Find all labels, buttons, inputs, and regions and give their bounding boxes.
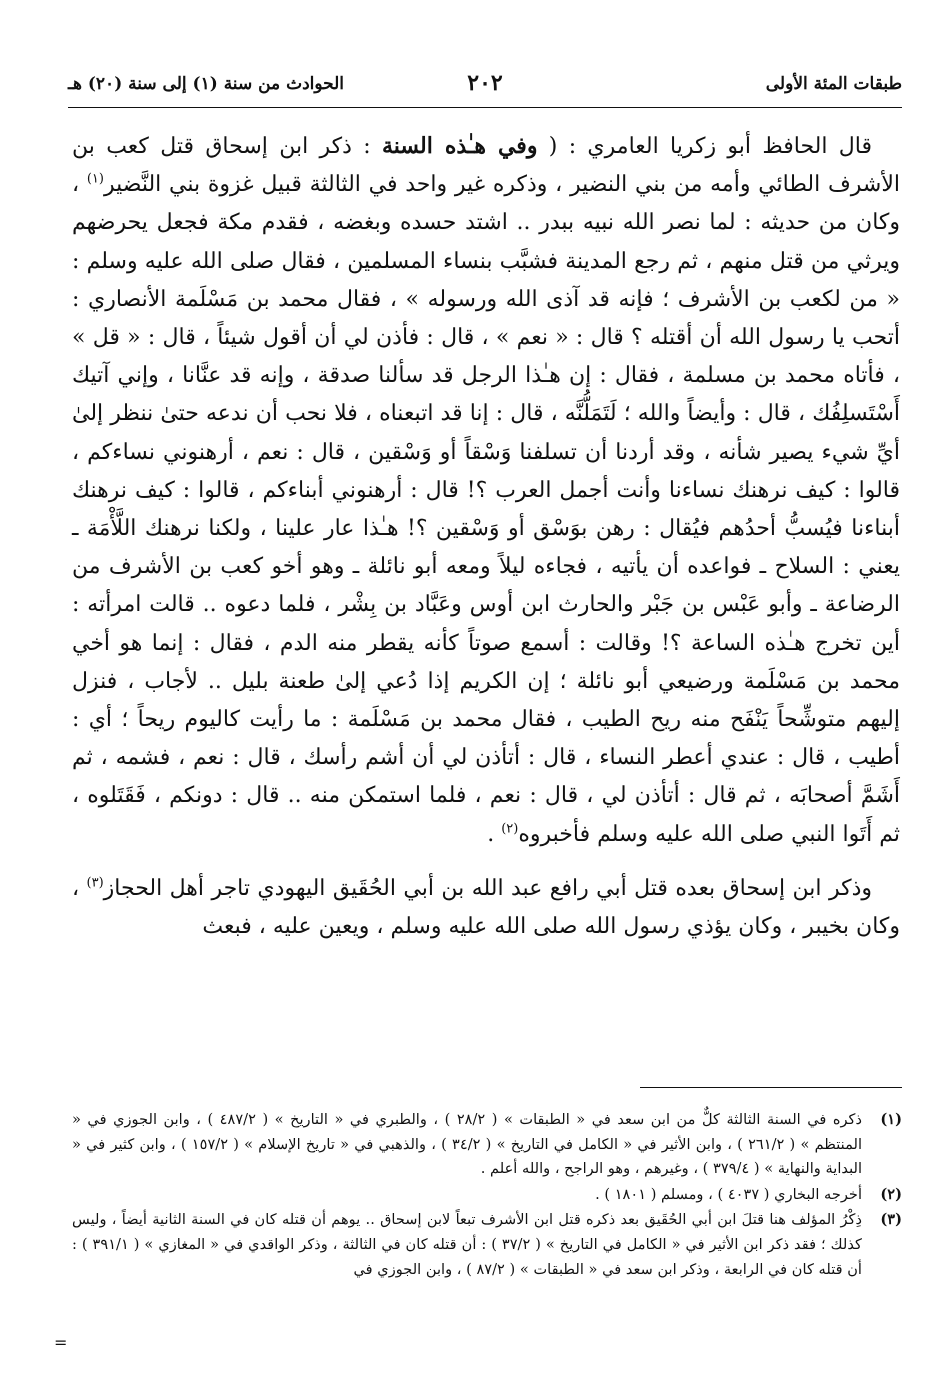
book-title: طبقات المئة الأولى — [765, 74, 902, 94]
footnote-number: (٣) — [880, 1211, 902, 1229]
paragraph-2-text-a: وذكر ابن إسحاق بعده قتل أبي رافع عبد الله بن أبي الحُقَيق اليهودي تاجر أهل الحجاز — [103, 875, 872, 901]
header-divider — [68, 107, 902, 108]
footnote-number: (١) — [880, 1111, 902, 1128]
footnote-ref-3[interactable]: (٣) — [86, 875, 104, 891]
emphasis-phrase: وفي هـٰذه السنة — [381, 133, 538, 159]
footnote-text: أخرجه البخاري ( ٤٠٣٧ ) ، ومسلم ( ١٨٠١ ) . — [595, 1185, 862, 1203]
page-number: ٢٠٢ — [467, 70, 503, 96]
paragraph-1-intro: قال الحافظ أبو زكريا العامري : ( — [537, 134, 872, 159]
footnote-ref-1[interactable]: (١) — [86, 171, 104, 187]
footnote-text: ذكره في السنة الثالثة كلٌّ من ابن سعد في « الطبقات » ( ٢٨/٢ ) ، والطبري في « التاريخ » ( ٤٨٧/٢ ) ، وابن الجوزي في « المنتظم » ( ٢٦١/٢ ) ، وابن الأثير في « الكامل في التاريخ » ( ٣٤/٢ ) ، والذهبي في « تاريخ الإسلام » ( ١٥٧/٢ ) ، وابن كثير في « البداية والنهاية » ( ٣٧٩/٤ ) ، وغيرهم ، وهو الراجح ، والله أعلم . — [72, 1111, 863, 1178]
paragraph-1-end: . — [487, 821, 502, 847]
footnote-text: ذِكْرُ المؤلف هنا قتلَ ابن أبي الحُقَيق بعد ذكره قتل ابن الأشرف تبعاً لابن إسحاق .. يوهم أن قتله كان في السنة الثانية أيضاً ، وليس كذلك ؛ فقد ذكر ابن الأثير في « الكامل في التاريخ » ( ٣٧/٢ ) : أن قتله كان في الثالثة ، وذكر الواقدي في « المغازي » ( ٣٩١/١ ) : أن قتله كان في الرابعة ، وذكر ابن سعد في « الطبقات » ( ٨٧/٢ ) ، وابن الجوزي في — [72, 1211, 862, 1278]
running-header — [68, 70, 902, 104]
footnote-item — [72, 1108, 902, 1182]
paragraph-2 — [72, 870, 900, 946]
paragraph-1 — [72, 127, 900, 854]
footnotes — [72, 1108, 902, 1283]
footnote-item — [72, 1183, 902, 1208]
paragraph-2-text-b: ، وكان بخيبر ، وكان يؤذي رسول الله صلى الله عليه وسلم ، ويعين عليه ، فبعث — [72, 875, 900, 940]
paragraph-1-text-b: ، وكان من حديثه : لما نصر الله نبيه ببدر .. اشتد حسده وبغضه ، فقدم مكة فجعل يحرضهم ويرثي من قتل منهم ، ثم رجع المدينة فشبَّب بنساء المسلمين ، فقال صلى الله عليه وسلم : « من لكعب بن الأشرف ؛ فإنه قد آذى الله ورسوله » ، فقال محمد بن مَسْلَمة الأنصاري : أتحب يا رسول الله أن أقتله ؟ قال : « نعم » ، قال : فأذن لي أن أقول شيئاً ، قال : « قل » ، فأتاه محمد بن مسلمة ، فقال : إن هـٰذا الرجل قد سألنا صدقة ، وإنه قد عنَّانا ، وإني آتيك أَسْتَسلِفُك ، قال : وأيضاً والله ؛ لَتَمَلُّنَّه ، قال : إنا قد اتبعناه ، فلا نحب أن ندعه حتىٰ ننظر إلىٰ أيِّ شيء يصير شأنه ، وقد أردنا أن تسلفنا وَسْقاً أو وَسْقين ، قال : نعم ، أرهنوني نساءكم ، قالوا : كيف نرهنك نساءنا وأنت أجمل العرب ؟! قال : أرهنوني أبناءكم ، قالوا : كيف نرهنك أبناءنا فيُسبُّ أحدُهم فيُقال : رهن بوَسْق أو وَسْقين ؟! هـٰذا عار علينا ، ولكنا نرهنك اللَّأْمَة ـ يعني : السلاح ـ فواعده أن يأتيه ، فجاءه ليلاً ومعه أبو نائلة ـ وهو أخو كعب بن الأشرف من الرضاعة ـ وأبو عَبْس بن جَبْر والحارث ابن أوس وعَبَّاد بن بِشْر ، فلما دعوه .. قالت امرأته : أين تخرج هـٰذه الساعة ؟! وقالت : أسمع صوتاً كأنه يقطر منه الدم ، فقال : إنما هو أخي محمد بن مَسْلَمة ورضيعي أبو نائلة ؛ إن الكريم إذا دُعي إلىٰ طعنة بليل .. لأجاب ، فنزل إليهم متوشِّحاً يَنْفَح منه ريح الطيب ، فقال محمد بن مَسْلَمة : ما رأيت كاليوم ريحاً ؛ أي : أطيب ، قال : عندي أعطر النساء ، قال : أتأذن لي أن أشم رأسك ، قال : نعم ، فشمه ، ثم أَشَمَّ أصحابَه ، ثم قال : أتأذن لي ، قال : نعم ، فلما استمكن منه .. قال : دونكم ، فَقَتَلوه ، ثم أَتَوا النبي صلى الله عليه وسلم فأخبروه — [72, 172, 900, 847]
continuation-mark: = — [54, 1333, 68, 1352]
main-text — [72, 127, 900, 968]
section-title: الحوادث من سنة (١) إلى سنة (٢٠) هـ — [68, 74, 345, 94]
paragraph-1-text-a: : ذكر ابن إسحاق قتل كعب بن الأشرف الطائي وأمه من بني النضير ، وذكره غير واحد في الثالثة قبيل غزوة بني النَّضير — [72, 134, 900, 198]
footnote-divider — [640, 1087, 902, 1088]
footnote-item — [72, 1208, 902, 1282]
footnote-number: (٢) — [880, 1185, 902, 1203]
footnote-ref-2[interactable]: (٢) — [501, 821, 519, 837]
